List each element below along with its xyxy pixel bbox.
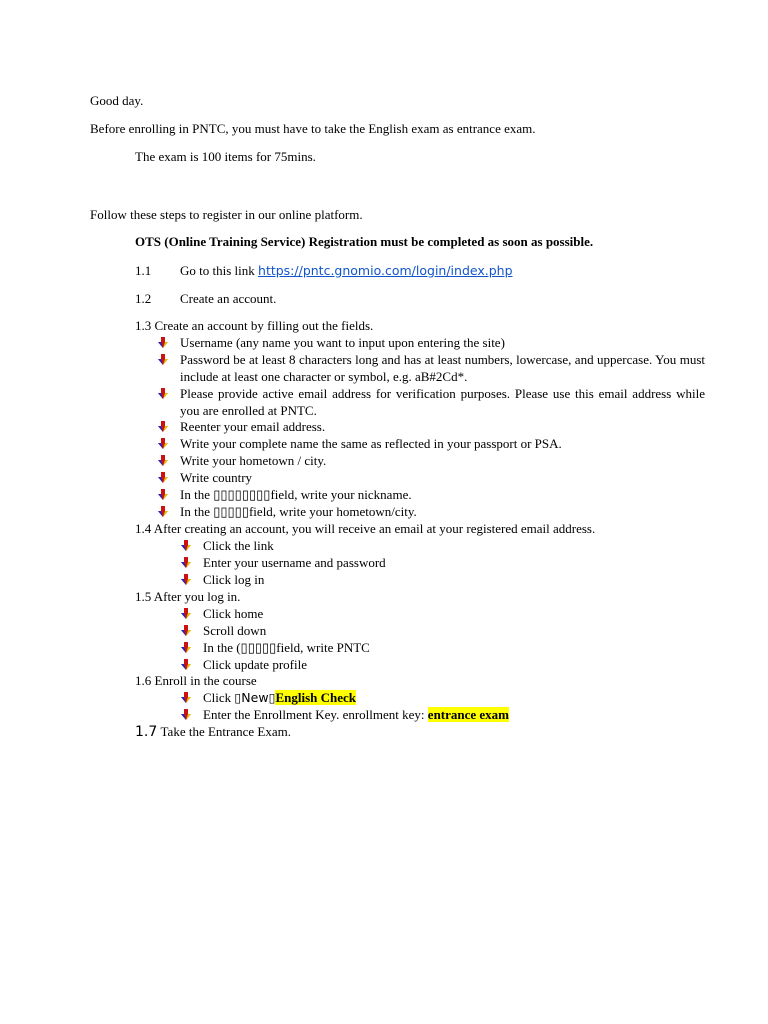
list-item-text: Scroll down [203, 623, 267, 638]
intro-line-3: Follow these steps to register in our online platform. [90, 207, 363, 222]
step-1-5: 1.5 After you log in. [135, 589, 241, 604]
arrow-bullet-icon [157, 506, 169, 518]
list-item-text: Enter your username and password [203, 555, 386, 570]
step-1-1-number: 1.1 [135, 263, 152, 278]
step-1-1 [180, 262, 513, 279]
greeting: Good day. [90, 93, 144, 108]
arrow-bullet-icon [157, 337, 169, 349]
list-item-text: Password be at least 8 characters long and has at least numbers, lowercase, and uppercase. You must include at least one character or symbol, e.g. aB#2Cd*. [180, 352, 705, 384]
list-item-text: Write your complete name the same as reflected in your passport or PSA. [180, 436, 562, 451]
arrow-bullet-icon [180, 557, 192, 569]
list-item-text: Reenter your email address. [180, 419, 326, 434]
list-item-text: Click home [203, 606, 264, 621]
arrow-bullet-icon [180, 608, 192, 620]
arrow-bullet-icon [180, 659, 192, 671]
list-item-text [203, 689, 356, 706]
arrow-bullet-icon [157, 354, 169, 366]
step-1-1-text: Go to this link [180, 263, 259, 278]
new-tag: ▯New▯ [234, 690, 276, 705]
step-1-7 [135, 723, 291, 741]
step-1-4: 1.4 After creating an account, you will receive an email at your registered email address. [135, 521, 596, 536]
arrow-bullet-icon [180, 574, 192, 586]
step-1-2-text: Create an account. [180, 291, 277, 306]
enrollment-key-highlight: entrance exam [427, 707, 510, 722]
arrow-bullet-icon [157, 455, 169, 467]
step-1-7-text: Take the Entrance Exam. [160, 724, 291, 739]
arrow-bullet-icon [157, 388, 169, 400]
list-item-text: In the (▯▯▯▯▯field, write PNTC [203, 640, 370, 655]
english-check-highlight: English Check [275, 690, 357, 705]
list-item-text: Write country [180, 470, 253, 485]
step-1-3: 1.3 Create an account by filling out the fields. [135, 318, 374, 333]
arrow-bullet-icon [180, 625, 192, 637]
arrow-bullet-icon [157, 421, 169, 433]
click-label: Click [203, 690, 235, 705]
registration-link[interactable]: https://pntc.gnomio.com/login/index.php [258, 263, 513, 278]
list-item-text: Click the link [203, 538, 274, 553]
arrow-bullet-icon [157, 438, 169, 450]
list-item-text: In the ▯▯▯▯▯field, write your hometown/city. [180, 504, 417, 519]
arrow-bullet-icon [180, 642, 192, 654]
arrow-bullet-icon [180, 709, 192, 721]
intro-line-2: The exam is 100 items for 75mins. [135, 149, 316, 164]
step-1-7-number: 1.7 [135, 724, 158, 740]
list-item-text: In the ▯▯▯▯▯▯▯▯field, write your nickname. [180, 487, 412, 502]
list-item-text: Click update profile [203, 657, 307, 672]
section-heading: OTS (Online Training Service) Registration must be completed as soon as possible. [135, 234, 594, 249]
arrow-bullet-icon [157, 489, 169, 501]
arrow-bullet-icon [180, 540, 192, 552]
step-1-2-number: 1.2 [135, 291, 152, 306]
step-1-6: 1.6 Enroll in the course [135, 673, 257, 688]
list-item-text: Write your hometown / city. [180, 453, 327, 468]
list-item-text: Username (any name you want to input upon entering the site) [180, 335, 505, 350]
intro-line-1: Before enrolling in PNTC, you must have to take the English exam as entrance exam. [90, 121, 536, 136]
arrow-bullet-icon [157, 472, 169, 484]
enrollment-key-label: Enter the Enrollment Key. enrollment key: [203, 707, 428, 722]
list-item-text [203, 706, 509, 723]
list-item-text: Please provide active email address for verification purposes. Please use this email address while you are enrolled at PNTC. [180, 386, 705, 418]
list-item-text: Click log in [203, 572, 265, 587]
arrow-bullet-icon [180, 692, 192, 704]
